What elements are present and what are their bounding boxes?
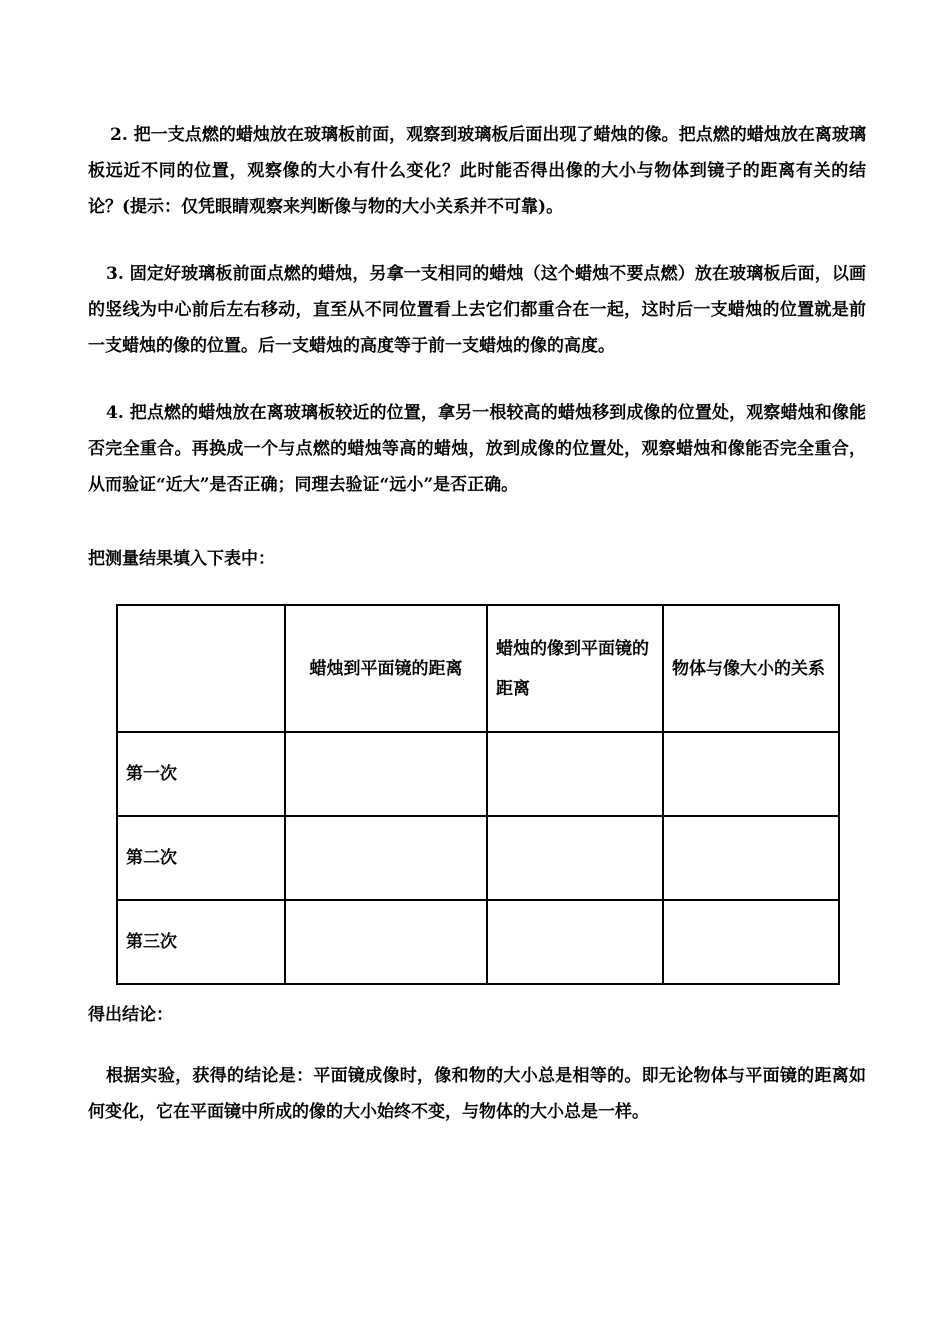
table-cell xyxy=(663,900,839,984)
table-cell xyxy=(285,900,487,984)
table-cell xyxy=(487,732,663,816)
table-cell xyxy=(663,816,839,900)
step-4-paragraph: 4. 把点燃的蜡烛放在离玻璃板较近的位置，拿另一根较高的蜡烛移到成像的位置处，观察蜡烛和像能否完全重合。再换成一个与点燃的蜡烛等高的蜡烛，放到成像的位置处，观察蜡烛和像能否完全重合，从而验证“近大”是否正确；同理去验证“远小”是否正确。 xyxy=(88,403,866,495)
table-header-row xyxy=(117,605,839,732)
table-row xyxy=(117,900,839,984)
step-2-paragraph: 2. 把一支点燃的蜡烛放在玻璃板前面，观察到玻璃板后面出现了蜡烛的像。把点燃的蜡烛放在离玻璃板远近不同的位置，观察像的大小有什么变化？此时能否得出像的大小与物体到镜子的距离有关的结论？(提示：仅凭眼睛观察来判断像与物的大小关系并不可靠)。 xyxy=(88,125,866,217)
header-cell-size-relation: 物体与像大小的关系 xyxy=(663,605,839,732)
measurement-table xyxy=(116,604,840,985)
header-cell-image-distance: 蜡烛的像到平面镜的距离 xyxy=(487,605,663,732)
conclusion-paragraph: 根据实验，获得的结论是：平面镜成像时，像和物的大小总是相等的。即无论物体与平面镜的距离如何变化，它在平面镜中所成的像的大小始终不变，与物体的大小总是一样。 xyxy=(88,1066,866,1122)
header-cell-empty xyxy=(117,605,285,732)
table-cell xyxy=(663,732,839,816)
row-label: 第二次 xyxy=(117,816,285,900)
fill-table-instruction: 把测量结果填入下表中： xyxy=(88,549,275,569)
step-3-paragraph: 3. 固定好玻璃板前面点燃的蜡烛，另拿一支相同的蜡烛（这个蜡烛不要点燃）放在玻璃板后面，以画的竖线为中心前后左右移动，直至从不同位置看上去它们都重合在一起，这时后一支蜡烛的位置就是前一支蜡烛的像的位置。后一支蜡烛的高度等于前一支蜡烛的像的高度。 xyxy=(88,264,866,356)
row-label: 第一次 xyxy=(117,732,285,816)
table-cell xyxy=(487,900,663,984)
row-label: 第三次 xyxy=(117,900,285,984)
header-cell-candle-distance: 蜡烛到平面镜的距离 xyxy=(285,605,487,732)
table-cell xyxy=(487,816,663,900)
table-cell xyxy=(285,816,487,900)
table-cell xyxy=(285,732,487,816)
table-row xyxy=(117,732,839,816)
conclusion-label: 得出结论： xyxy=(88,1005,173,1025)
table-row xyxy=(117,816,839,900)
